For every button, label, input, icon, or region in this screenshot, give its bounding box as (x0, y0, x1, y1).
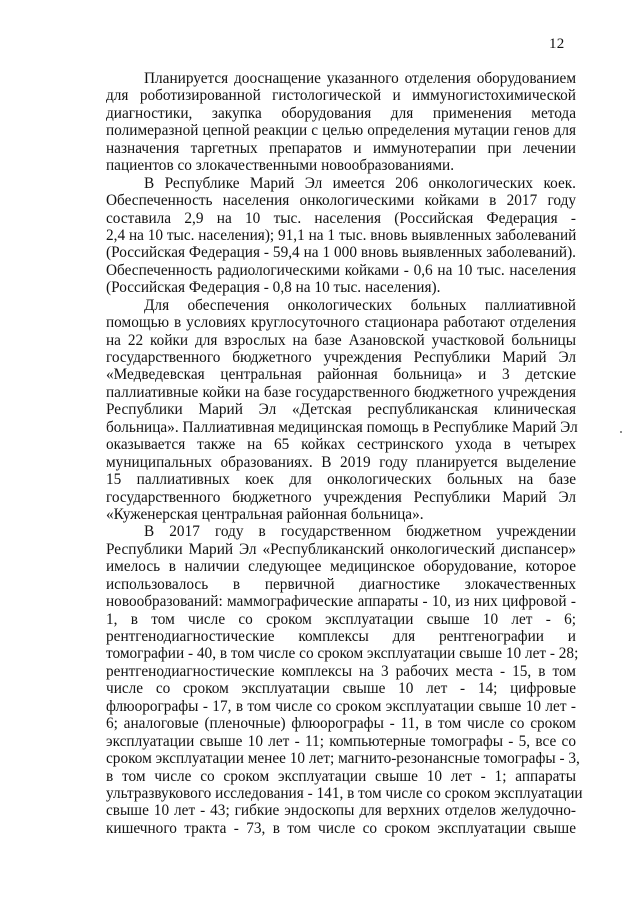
page-number: 12 (549, 36, 565, 52)
text-line: помощью в условиях круглосуточного стационара работают отделения (106, 314, 576, 332)
text-line: больница». Паллиативная медицинская помощь в Республике Марий Эл (106, 418, 578, 436)
text-line: ультразвукового исследования - 141, в том числе со сроком эксплуатации (106, 784, 583, 802)
text-line: 15 паллиативных коек для онкологических больных на базе (106, 471, 576, 489)
text-line: В 2017 году в государственном бюджетном учреждении (144, 523, 576, 541)
text-line: полимеразной цепной реакции с целью определения мутации генов для (106, 122, 576, 140)
margin-mark (620, 431, 622, 433)
text-line: Обеспеченность населения онкологическими койками в 2017 году (106, 192, 576, 210)
text-line: (Российская Федерация - 0,8 на 10 тыс. населения). (106, 279, 441, 297)
paragraph-equipment-plans (106, 70, 576, 175)
text-line: Для обеспечения онкологических больных паллиативной (144, 296, 576, 314)
text-line: имелось в наличии следующее медицинское оборудование, которое (106, 558, 576, 576)
document-body (106, 70, 583, 837)
paragraph-palliative-care (106, 297, 576, 524)
text-line: оказывается также на 65 койках сестринского ухода в четырех (106, 436, 576, 454)
text-line: «Медведевская центральная районная больница» и 3 детские (106, 366, 576, 384)
text-line: эксплуатации свыше 10 лет - 11; компьютерные томографы - 5, все со (106, 732, 576, 750)
text-line: государственного бюджетного учреждения Республики Марий Эл (106, 488, 576, 506)
text-line: Обеспеченность радиологическими койками - 0,6 на 10 тыс. населения (106, 261, 576, 279)
text-line: свыше 10 лет - 43; гибкие эндоскопы для верхних отделов желудочно- (106, 802, 576, 820)
text-line: томографии - 40, в том числе со сроком эксплуатации свыше 10 лет - 28; (106, 645, 579, 663)
text-line: диагностики, закупка оборудования для применения метода (106, 104, 576, 122)
text-line: Республики Марий Эл «Детская республиканская клиническая (106, 401, 576, 419)
text-line: в том числе со сроком эксплуатации свыше 10 лет - 1; аппараты (106, 767, 576, 785)
text-line: 1, в том числе со сроком эксплуатации свыше 10 лет - 6; (106, 610, 576, 628)
text-line: числе со сроком эксплуатации свыше 10 лет - 14; цифровые (106, 680, 576, 698)
paragraph-diagnostic-equipment (106, 523, 583, 837)
text-line: для роботизированной гистологической и иммуногистохимической (106, 87, 576, 105)
text-line: В Республике Марий Эл имеется 206 онкологических коек. (144, 174, 576, 192)
text-line: рентгенодиагностические комплексы для рентгенографии и (106, 628, 576, 645)
text-line: Республики Марий Эл «Республиканский онкологический диспансер» (106, 540, 576, 558)
text-line: паллиативные койки на базе государственного бюджетного учреждения (106, 383, 576, 401)
text-line: 2,4 на 10 тыс. населения); 91,1 на 1 тыс. вновь выявленных заболеваний (106, 226, 577, 244)
text-line: новообразований: маммографические аппараты - 10, из них цифровой - (106, 593, 576, 611)
text-line: на 22 койки для взрослых на базе Азановской участковой больницы (106, 331, 576, 349)
text-line: рентгенодиагностические комплексы на 3 рабочих места - 15, в том (106, 662, 576, 680)
text-line: составила 2,9 на 10 тыс. населения (Российская Федерация - (106, 209, 576, 227)
text-line: использовалось в первичной диагностике злокачественных (106, 575, 576, 593)
text-line: назначения таргетных препаратов и иммунотерапии при лечении (106, 139, 576, 157)
text-line: муниципальных образованиях. В 2019 году планируется выделение (106, 453, 576, 471)
paragraph-oncology-beds (106, 175, 576, 297)
text-line: кишечного тракта - 73, в том числе со сроком эксплуатации свыше (106, 819, 576, 837)
text-line: «Куженерская центральная районная больница». (106, 505, 424, 523)
text-line: 6; аналоговые (пленочные) флюорографы - 11, в том числе со сроком (106, 715, 576, 733)
text-line: государственного бюджетного учреждения Республики Марий Эл (106, 349, 576, 366)
text-line: (Российская Федерация - 59,4 на 1 000 вновь выявленных заболеваний). (106, 244, 576, 262)
text-line: флюорографы - 17, в том числе со сроком эксплуатации свыше 10 лет - (106, 697, 576, 715)
text-line: Планируется дооснащение указанного отделения оборудованием (144, 70, 576, 87)
text-line: сроком эксплуатации менее 10 лет; магнито-резонансные томографы - 3, (106, 750, 580, 768)
text-line: пациентов со злокачественными новообразованиями. (106, 157, 455, 175)
